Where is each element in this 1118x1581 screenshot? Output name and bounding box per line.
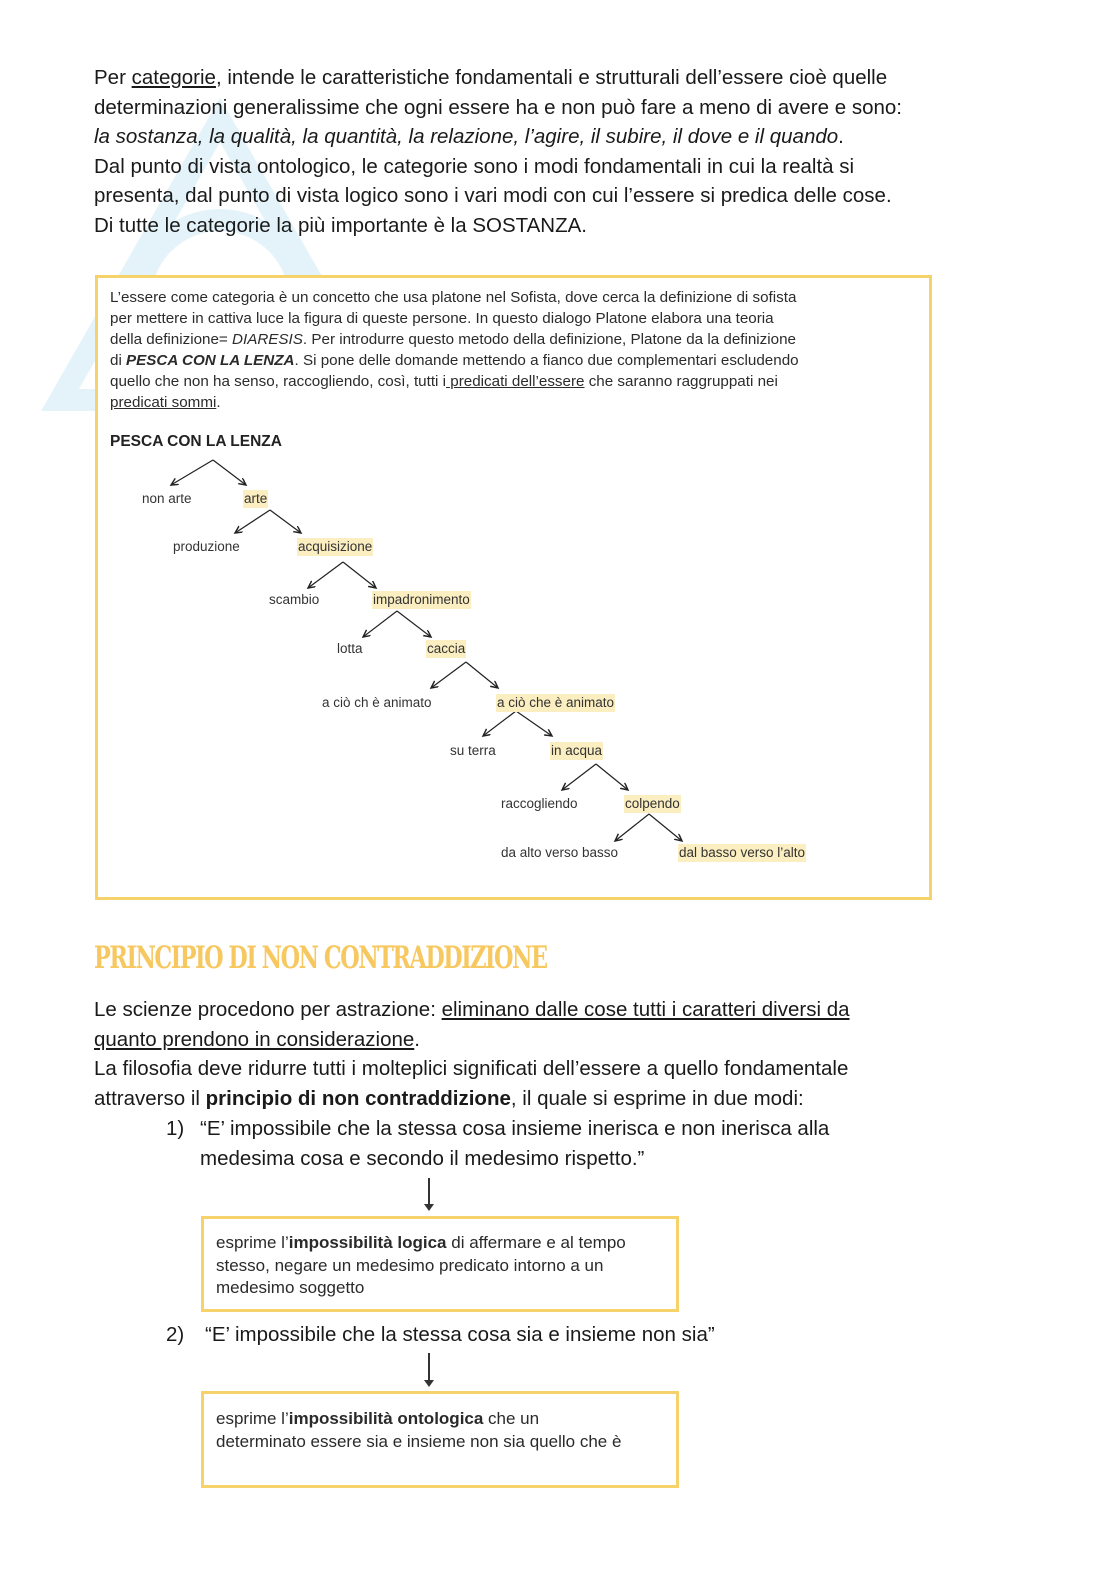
node-non-animato: a ciò ch è animato <box>322 695 432 710</box>
item-2-line-1: “E’ impossibile che la stessa cosa sia e insieme non sia” <box>205 1323 715 1346</box>
edge-arte-acquisizione <box>270 510 301 533</box>
arrow-2-shaft <box>428 1353 430 1381</box>
node-acquisizione: acquisizione <box>298 539 373 554</box>
node-caccia: caccia <box>427 641 466 656</box>
node-in-acqua: in acqua <box>551 743 603 758</box>
edge-root-nonarte <box>171 460 213 485</box>
node-impadronimento: impadronimento <box>373 592 470 607</box>
arrow-1-head <box>424 1204 434 1211</box>
node-non-arte: non arte <box>142 491 192 506</box>
arrow-2-head <box>424 1380 434 1387</box>
ontology-box-text: esprime l’impossibilità ontologica che un determinato essere sia e insieme non sia quello che è <box>216 1409 622 1451</box>
section-heading: PRINCIPIO DI NON CONTRADDIZIONE <box>94 940 547 976</box>
node-basso-alto: dal basso verso l’alto <box>679 845 806 860</box>
edge-colp-basso <box>649 814 682 841</box>
node-produzione: produzione <box>173 539 240 554</box>
ontology-box <box>201 1391 679 1488</box>
categorie-link: categorie <box>131 66 216 89</box>
edge-caccia-anim <box>466 662 498 688</box>
intro-line-6: Di tutte le categorie la più importante è la SOSTANZA. <box>94 214 587 237</box>
node-animato: a ciò che è animato <box>497 695 615 710</box>
intro-line-5: presenta, dal punto di vista logico sono i vari modi con cui l’essere si predica delle cose. <box>94 184 892 207</box>
edge-colp-alto <box>615 814 649 841</box>
intro-line-2: determinazioni generalissime che ogni essere ha e non può fare a meno di avere e sono: <box>94 96 902 119</box>
intro-line-1: Per categorie, intende le caratteristiche fondamentali e strutturali dell’essere cioè quelle <box>94 66 888 89</box>
item-2-number: 2) <box>166 1323 185 1346</box>
intro-line-3: la sostanza, la qualità, la quantità, la relazione, l’agire, il subire, il dove e il quando. <box>94 125 844 148</box>
node-raccogliendo: raccogliendo <box>501 796 578 811</box>
edge-acqua-colp <box>596 764 628 790</box>
edge-anim-acqua <box>516 711 552 736</box>
edge-anim-terra <box>483 711 516 736</box>
intro-line-4: Dal punto di vista ontologico, le categorie sono i modi fondamentali in cui la realtà si <box>94 155 855 178</box>
node-su-terra: su terra <box>450 743 496 758</box>
section-line-2: quanto prendono in considerazione. <box>94 1028 420 1051</box>
item-1-number: 1) <box>166 1117 185 1140</box>
edge-caccia-nonanim <box>431 662 466 688</box>
tree-title: PESCA CON LA LENZA <box>110 433 282 450</box>
node-arte: arte <box>244 491 268 506</box>
edge-imp-caccia <box>397 611 431 637</box>
node-alto-basso: da alto verso basso <box>501 845 619 860</box>
item-1-line-1: “E’ impossibile che la stessa cosa insieme inerisca e non inerisca alla <box>200 1117 830 1140</box>
edge-imp-lotta <box>363 611 397 637</box>
edge-arte-produzione <box>235 510 270 533</box>
logic-box <box>201 1216 679 1312</box>
edge-acq-scambio <box>308 562 343 588</box>
edge-acqua-racc <box>562 764 596 790</box>
section-line-1: Le scienze procedono per astrazione: eliminano dalle cose tutti i caratteri diversi da <box>94 998 850 1021</box>
edge-root-arte <box>213 460 246 485</box>
node-lotta: lotta <box>337 641 363 656</box>
node-scambio: scambio <box>269 592 320 607</box>
section-line-3: La filosofia deve ridurre tutti i molteplici significati dell’essere a quello fondamentale <box>94 1057 849 1080</box>
item-1-line-2: medesima cosa e secondo il medesimo rispetto.” <box>200 1147 645 1170</box>
edge-acq-impadr <box>343 562 376 588</box>
logic-box-text: esprime l’impossibilità logica di affermare e al tempo stesso, negare un medesimo predicato intorno a un medesimo soggetto <box>216 1233 626 1297</box>
arrow-1-shaft <box>428 1178 430 1206</box>
node-colpendo: colpendo <box>625 796 680 811</box>
section-line-4: attraverso il principio di non contraddizione, il quale si esprime in due modi: <box>94 1087 804 1110</box>
diaresis-box <box>95 275 932 900</box>
diaresis-text: L’essere come categoria è un concetto che usa platone nel Sofista, dove cerca la definizione di sofista per mettere in cattiva luce la figura di queste persone. In questo dialogo Platone elabora una teoria della definizione= DIARESIS. Per introdurre questo metodo della definizione, Platone da la definizione di PESCA CON LA LENZA. Si pone delle domande mettendo a fianco due complementari escludendo quello che non ha senso, raccogliendo, così, tutti i predicati dell’essere che saranno raggruppati nei predicati sommi. <box>110 289 799 411</box>
